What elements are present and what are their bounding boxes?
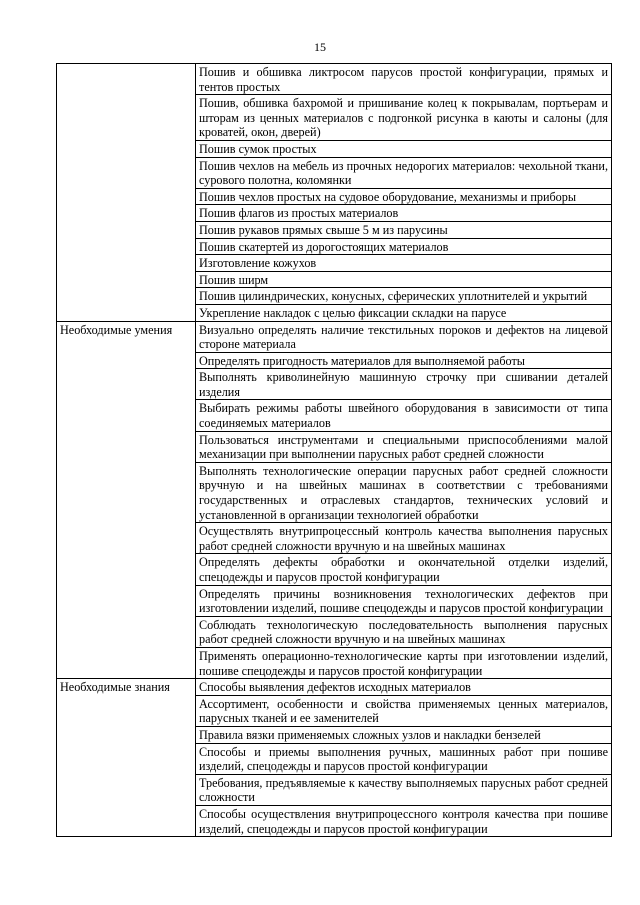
requirement-item: Выполнять криволинейную машинную строчку при сшивании деталей изделия: [196, 369, 612, 400]
requirement-item: Выполнять технологические операции парусных работ средней сложности вручную и на швейных машинах в соответствии с требованиями государственных и отраслевых стандартов, технических условий и установленной в организации технологией обработки: [196, 462, 612, 522]
requirement-item: Укрепление накладок с целью фиксации складки на парусе: [196, 304, 612, 321]
requirement-item: Пошив сумок простых: [196, 140, 612, 157]
requirement-item: Пошив рукавов прямых свыше 5 м из парусины: [196, 221, 612, 238]
requirement-item: Правила вязки применяемых сложных узлов и накладки бензелей: [196, 726, 612, 743]
requirement-item: Пошив ширм: [196, 271, 612, 288]
table-row: [57, 64, 612, 95]
requirement-item: Пошив флагов из простых материалов: [196, 205, 612, 222]
requirement-item: Способы выявления дефектов исходных материалов: [196, 679, 612, 696]
requirement-item: Выбирать режимы работы швейного оборудования в зависимости от типа соединяемых материалов: [196, 400, 612, 431]
requirement-item: Применять операционно-технологические карты при изготовлении изделий, пошиве спецодежды и парусов простой конфигурации: [196, 647, 612, 678]
requirement-item: Ассортимент, особенности и свойства применяемых ценных материалов, парусных тканей и ее заменителей: [196, 695, 612, 726]
table-row: [57, 321, 612, 352]
requirement-item: Пошив скатертей из дорогостоящих материалов: [196, 238, 612, 255]
requirement-item: Определять причины возникновения технологических дефектов при изготовлении изделий, пошиве спецодежды и парусов простой конфигурации: [196, 585, 612, 616]
requirement-item: Изготовление кожухов: [196, 255, 612, 272]
labor-function-table: [56, 63, 612, 837]
requirement-item: Определять пригодность материалов для выполняемой работы: [196, 352, 612, 369]
requirement-item: Пошив чехлов на мебель из прочных недорогих материалов: чехольной ткани, сурового полотна, коломянки: [196, 157, 612, 188]
section-label: Необходимые знания: [57, 679, 196, 837]
table-row: [57, 679, 612, 696]
requirement-item: Осуществлять внутрипроцессный контроль качества выполнения парусных работ средней сложности вручную и на швейных машинах: [196, 523, 612, 554]
requirement-item: Способы и приемы выполнения ручных, машинных работ при пошиве изделий, спецодежды и парусов простой конфигурации: [196, 743, 612, 774]
table-body: [57, 64, 612, 837]
requirement-item: Требования, предъявляемые к качеству выполняемых парусных работ средней сложности: [196, 774, 612, 805]
requirement-item: Определять дефекты обработки и окончательной отделки изделий, спецодежды и парусов простой конфигурации: [196, 554, 612, 585]
requirement-item: Пошив цилиндрических, конусных, сферических уплотнителей и укрытий: [196, 288, 612, 305]
requirement-item: Визуально определять наличие текстильных пороков и дефектов на лицевой стороне материала: [196, 321, 612, 352]
page-number: 15: [314, 40, 326, 54]
requirement-item: Пользоваться инструментами и специальными приспособлениями малой механизации при выполнении парусных работ средней сложности: [196, 431, 612, 462]
requirement-item: Пошив и обшивка ликтросом парусов простой конфигурации, прямых и тентов простых: [196, 64, 612, 95]
section-label: Необходимые умения: [57, 321, 196, 679]
requirement-item: Соблюдать технологическую последовательность выполнения парусных работ средней сложности вручную и на швейных машинах: [196, 616, 612, 647]
section-label: [57, 64, 196, 322]
requirement-item: Пошив чехлов простых на судовое оборудование, механизмы и приборы: [196, 188, 612, 205]
requirement-item: Способы осуществления внутрипроцессного контроля качества при пошиве изделий, спецодежды и парусов простой конфигурации: [196, 805, 612, 836]
requirement-item: Пошив, обшивка бахромой и пришивание колец к покрывалам, портьерам и шторам из ценных материалов с подгонкой рисунка в каюты и салоны (для кроватей, окон, дверей): [196, 95, 612, 141]
